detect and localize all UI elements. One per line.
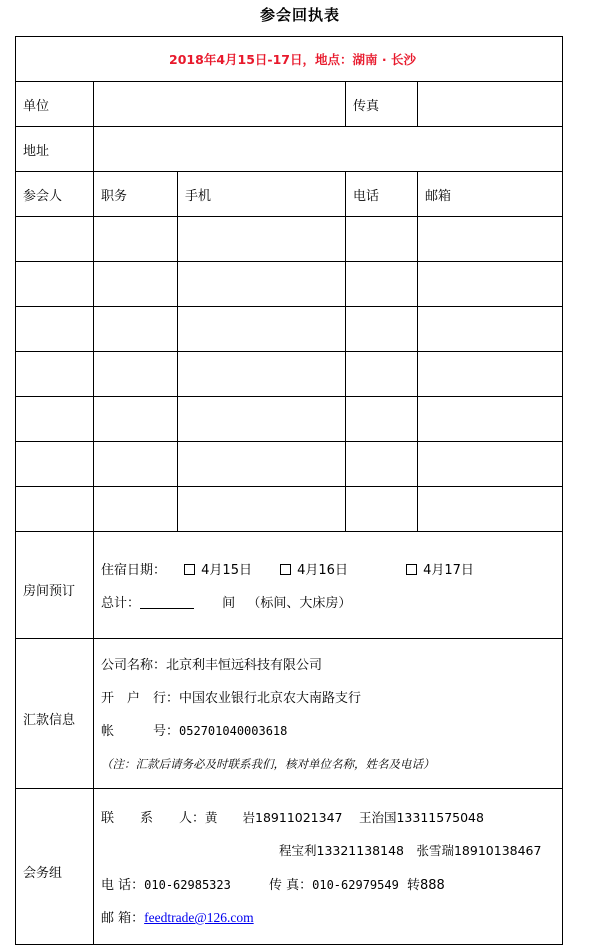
registration-form [15, 36, 563, 945]
attendee-cell[interactable] [178, 307, 346, 352]
attendee-header-row [16, 172, 563, 217]
attendee-row [16, 442, 563, 487]
mobile-header: 手机 [178, 172, 346, 217]
room-unit: 间 [222, 596, 236, 611]
org-phone-label: 电 话： [101, 877, 145, 893]
org-content [94, 789, 563, 945]
attendee-cell[interactable] [346, 397, 418, 442]
attendee-cell[interactable] [346, 217, 418, 262]
attendee-cell[interactable] [94, 262, 178, 307]
attendee-cell[interactable] [346, 352, 418, 397]
bank-name: 中国农业银行北京农大南路支行 [179, 691, 362, 706]
attendee-cell[interactable] [178, 262, 346, 307]
attendee-cell[interactable] [418, 442, 563, 487]
attendee-cell[interactable] [346, 307, 418, 352]
room-row [16, 532, 563, 639]
phone-header: 电话 [346, 172, 418, 217]
contacts-line-2: 程宝利13321138148 张雪瑞18910138467 [279, 843, 542, 858]
attendee-cell[interactable] [178, 352, 346, 397]
account-number: 052701040003618 [179, 724, 288, 738]
attendee-row [16, 307, 563, 352]
total-rooms-input[interactable] [140, 595, 194, 609]
banner-row [16, 37, 563, 82]
attendee-cell[interactable] [418, 307, 563, 352]
org-email-link[interactable]: feedtrade@126.com [144, 910, 254, 925]
room-content [94, 532, 563, 639]
stay-date-label: 住宿日期： [101, 563, 167, 578]
attendee-row [16, 262, 563, 307]
attendee-cell[interactable] [16, 397, 94, 442]
attendee-cell[interactable] [16, 217, 94, 262]
attendee-row [16, 352, 563, 397]
fax-field[interactable] [418, 82, 563, 127]
attendee-cell[interactable] [346, 442, 418, 487]
attendee-cell[interactable] [94, 217, 178, 262]
total-label: 总计： [101, 596, 141, 611]
attendee-cell[interactable] [178, 397, 346, 442]
account-label: 帐 号： [101, 724, 180, 739]
attendee-cell[interactable] [418, 262, 563, 307]
remit-note: （注：汇款后请务必及时联系我们，核对单位名称，姓名及电话） [101, 757, 435, 771]
fax-label: 传真 [346, 82, 418, 127]
contact-label: 联 系 人： [101, 810, 206, 826]
event-banner: 2018年4月15日-17日，地点：湖南 · 长沙 [16, 37, 563, 82]
remit-content [94, 639, 563, 789]
attendee-cell[interactable] [16, 307, 94, 352]
attendee-cell[interactable] [94, 307, 178, 352]
attendee-cell[interactable] [16, 352, 94, 397]
org-fax-label: 传 真： [268, 877, 313, 893]
attendee-cell[interactable] [418, 217, 563, 262]
checkbox-apr17[interactable] [406, 564, 417, 575]
org-row [16, 789, 563, 945]
org-fax: 010-62979549 [312, 877, 399, 892]
org-fax-ext: 转888 [406, 877, 445, 893]
checkbox-apr16[interactable] [280, 564, 291, 575]
unit-row [16, 82, 563, 127]
attendee-cell[interactable] [346, 262, 418, 307]
contacts-line-1: 黄 岩18911021347 王治国13311575048 [205, 809, 484, 825]
date-apr16: 4月16日 [297, 563, 348, 578]
attendee-row [16, 397, 563, 442]
unit-field[interactable] [94, 82, 346, 127]
attendee-label: 参会人 [16, 172, 94, 217]
company-label: 公司名称： [101, 658, 167, 673]
remit-label: 汇款信息 [16, 639, 94, 789]
org-email-label: 邮 箱： [101, 911, 145, 926]
attendee-cell[interactable] [16, 487, 94, 532]
attendee-cell[interactable] [418, 352, 563, 397]
checkbox-apr15[interactable] [184, 564, 195, 575]
room-type-note: （标间、大床房） [247, 596, 352, 611]
address-field[interactable] [94, 127, 563, 172]
attendee-cell[interactable] [94, 352, 178, 397]
attendee-cell[interactable] [178, 217, 346, 262]
attendee-cell[interactable] [178, 442, 346, 487]
address-label: 地址 [16, 127, 94, 172]
form-title: 参会回执表 [259, 6, 340, 24]
address-row [16, 127, 563, 172]
attendee-cell[interactable] [178, 487, 346, 532]
attendee-cell[interactable] [16, 442, 94, 487]
position-header: 职务 [94, 172, 178, 217]
attendee-cell[interactable] [418, 487, 563, 532]
remit-row [16, 639, 563, 789]
org-phone: 010-62985323 [144, 877, 231, 892]
bank-label: 开 户 行： [101, 691, 180, 706]
attendee-cell[interactable] [94, 397, 178, 442]
attendee-cell[interactable] [418, 397, 563, 442]
attendee-cell[interactable] [346, 487, 418, 532]
attendee-row [16, 487, 563, 532]
attendee-cell[interactable] [94, 487, 178, 532]
unit-label: 单位 [16, 82, 94, 127]
date-apr15: 4月15日 [201, 563, 252, 578]
company-name: 北京利丰恒远科技有限公司 [166, 658, 323, 673]
date-apr17: 4月17日 [423, 563, 474, 578]
attendee-rows [16, 217, 563, 532]
room-label: 房间预订 [16, 532, 94, 639]
org-label: 会务组 [16, 789, 94, 945]
attendee-row [16, 217, 563, 262]
attendee-cell[interactable] [16, 262, 94, 307]
attendee-cell[interactable] [94, 442, 178, 487]
email-header: 邮箱 [418, 172, 563, 217]
